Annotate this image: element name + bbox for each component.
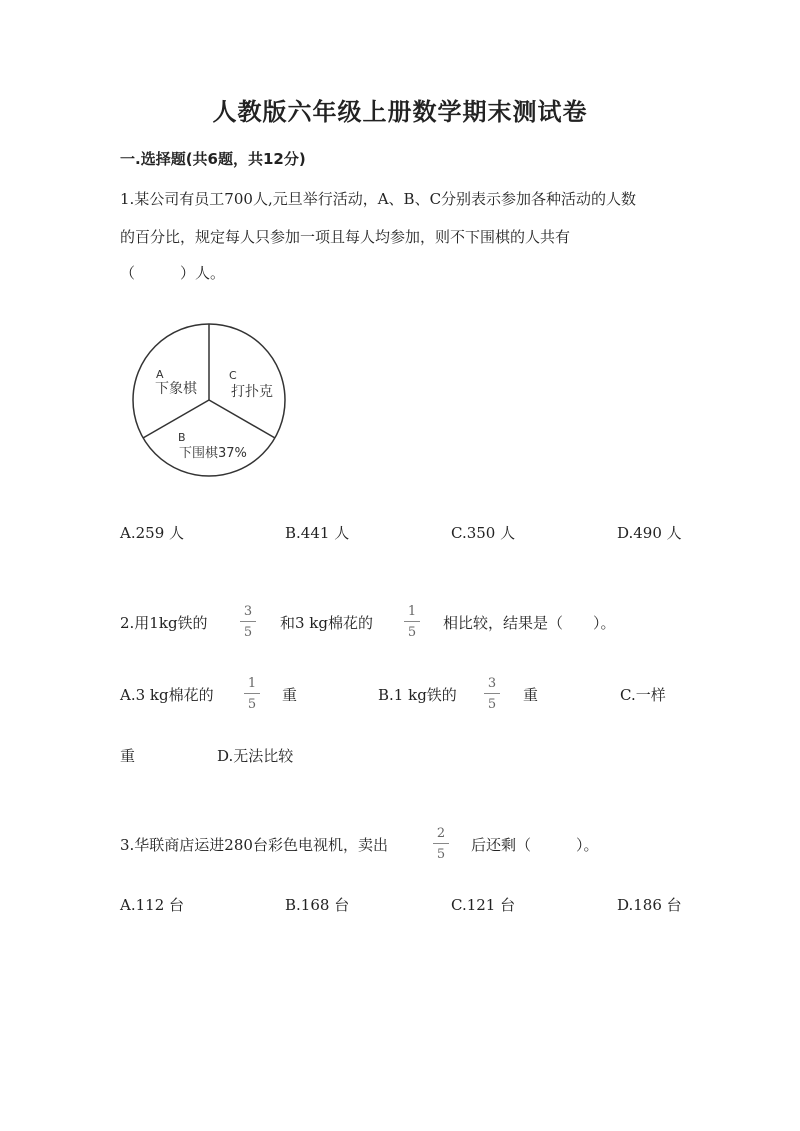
q2-text-a: 2.用1kg铁的 — [120, 614, 208, 632]
q2-option-a[interactable]: A.3 kg棉花的 — [120, 686, 214, 704]
q1-option-d[interactable]: D.490 人 — [617, 524, 682, 542]
q1-line-3: （ ）人。 — [120, 264, 226, 282]
fraction-bar — [404, 621, 420, 622]
fraction-denominator: 5 — [436, 847, 446, 862]
q2-text-c: 相比较，结果是（ ）。 — [443, 614, 616, 632]
pie-slice-a-letter: A — [156, 368, 164, 381]
q3-option-d[interactable]: D.186 台 — [617, 896, 682, 914]
q3-fraction — [433, 826, 449, 862]
fraction-bar — [433, 843, 449, 844]
pie-divider-left — [143, 400, 209, 438]
fraction-numerator: 3 — [243, 604, 253, 619]
pie-slice-a-label: 下象棋 — [155, 381, 197, 397]
q2-option-b-suffix: 重 — [523, 686, 539, 704]
fraction-numerator: 2 — [436, 826, 446, 841]
pie-slice-b-letter: B — [178, 431, 186, 444]
q1-pie-figure — [125, 320, 295, 480]
q2-text-b: 和3 kg棉花的 — [280, 614, 374, 632]
q2-option-a-fraction — [244, 676, 260, 712]
pie-slice-c-label: 打扑克 — [231, 384, 273, 400]
fraction-bar — [484, 693, 500, 694]
q3-option-b[interactable]: B.168 台 — [285, 896, 350, 914]
fraction-numerator: 1 — [247, 676, 257, 691]
fraction-bar — [240, 621, 256, 622]
pie-slice-c-letter: C — [229, 369, 237, 382]
q2-fraction-1 — [240, 604, 256, 640]
q3-text-a: 3.华联商店运进280台彩色电视机，卖出 — [120, 836, 388, 854]
fraction-denominator: 5 — [407, 625, 417, 640]
q1-option-c[interactable]: C.350 人 — [451, 524, 516, 542]
q1-option-b[interactable]: B.441 人 — [285, 524, 350, 542]
q3-option-a[interactable]: A.112 台 — [120, 896, 184, 914]
fraction-bar — [244, 693, 260, 694]
q2-option-a-suffix: 重 — [282, 686, 298, 704]
q1-line-1: 1.某公司有员工700人,元旦举行活动，A、B、C分别表示参加各种活动的人数 — [120, 190, 637, 208]
q2-option-c-continued: 重 — [120, 747, 136, 765]
q3-option-c[interactable]: C.121 台 — [451, 896, 516, 914]
fraction-denominator: 5 — [487, 697, 497, 712]
q2-option-c[interactable]: C.一样 — [620, 686, 666, 704]
section-heading: 一.选择题(共6题，共12分) — [120, 150, 306, 168]
q1-option-a[interactable]: A.259 人 — [120, 524, 184, 542]
fraction-numerator: 3 — [487, 676, 497, 691]
pie-slice-b-label: 下围棋37% — [179, 446, 247, 461]
fraction-denominator: 5 — [243, 625, 253, 640]
page-title: 人教版六年级上册数学期末测试卷 — [212, 97, 588, 126]
q2-option-b[interactable]: B.1 kg铁的 — [378, 686, 457, 704]
q2-option-b-fraction — [484, 676, 500, 712]
q2-option-d[interactable]: D.无法比较 — [217, 747, 294, 765]
q3-text-b: 后还剩（ ）。 — [471, 836, 599, 854]
pie-divider-right — [209, 400, 275, 438]
fraction-denominator: 5 — [247, 697, 257, 712]
fraction-numerator: 1 — [407, 604, 417, 619]
q2-fraction-2 — [404, 604, 420, 640]
q1-line-2: 的百分比，规定每人只参加一项且每人均参加，则不下围棋的人共有 — [120, 228, 571, 246]
